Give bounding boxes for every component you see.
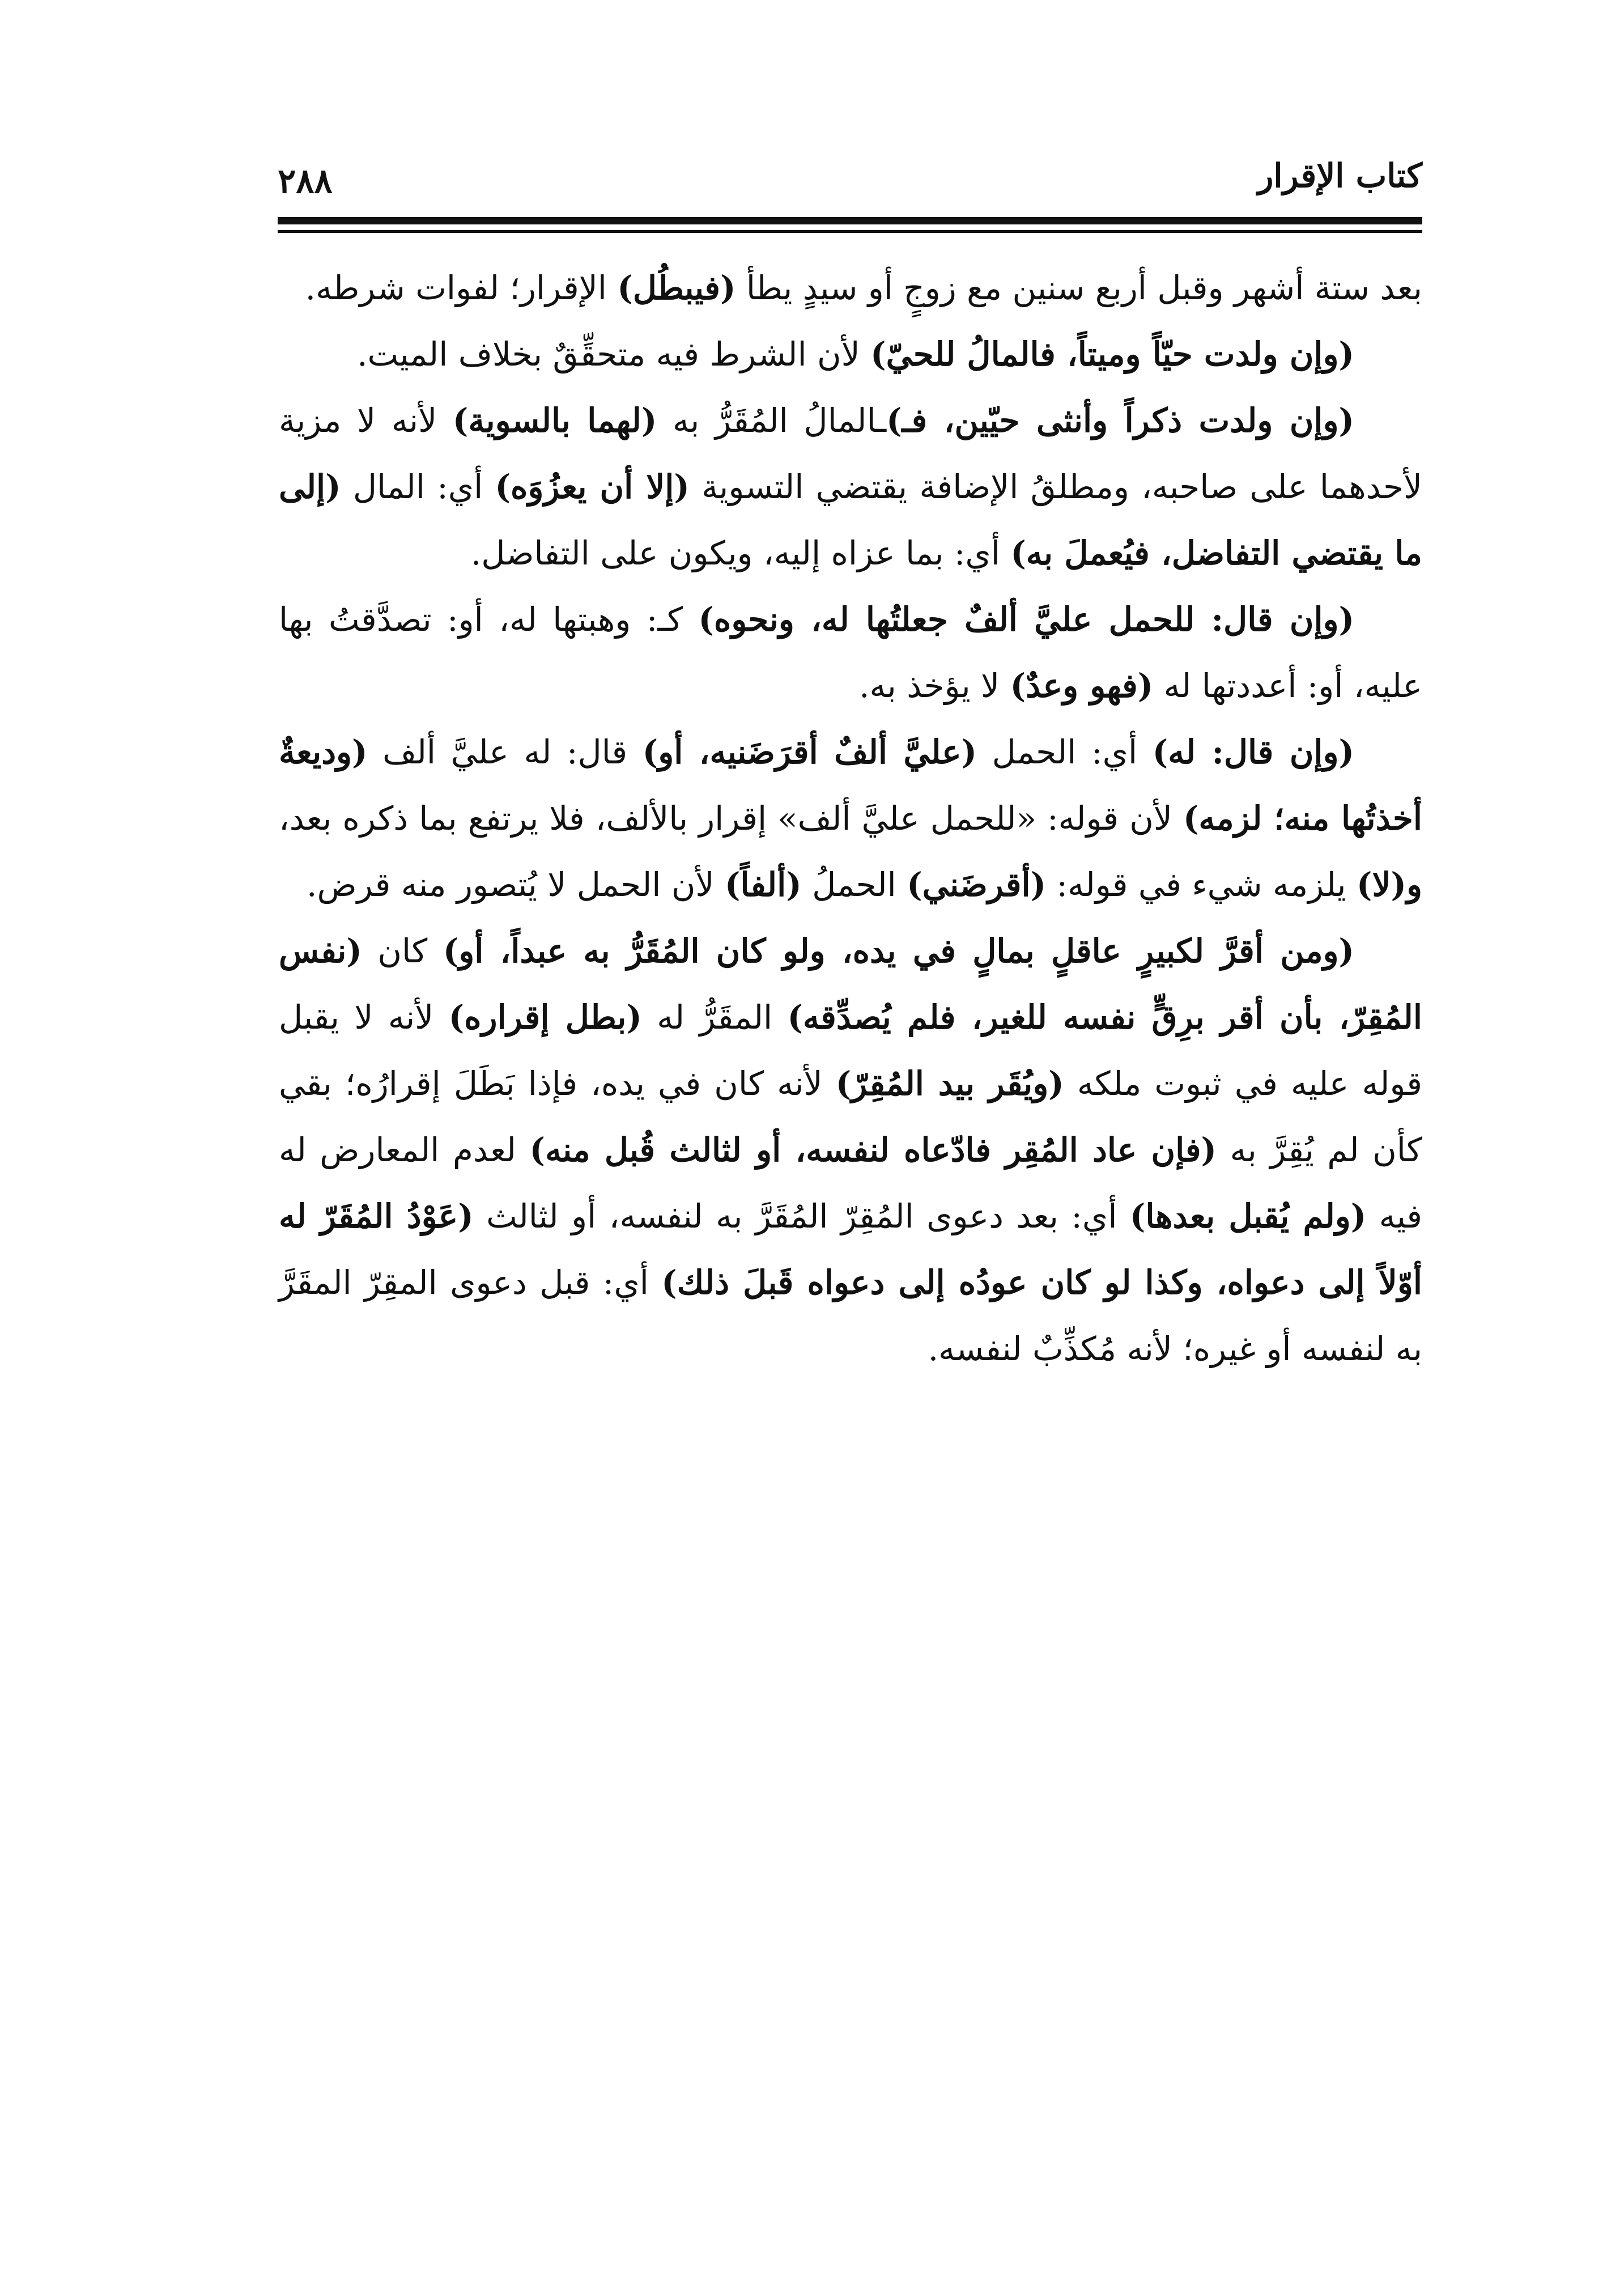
matn-text: (ولم يُقبل بعدها) — [1129, 1197, 1367, 1235]
paragraph — [279, 321, 1422, 388]
paragraph — [279, 255, 1422, 321]
matn-text: (إلى ما يقتضي التفاضل، فيُعملَ به) — [279, 468, 1422, 572]
book-title: كتاب الإقرار — [1257, 156, 1422, 195]
commentary-text: أي: المال — [341, 468, 495, 506]
matn-text: (فهو وعدٌ) — [1010, 666, 1154, 705]
matn-text: (وإن قال: له) — [1152, 733, 1354, 771]
commentary-text: لأن الحمل لا يُتصور منه قرض. — [307, 865, 725, 904]
matn-text: (فإن عاد المُقِر فادّعاه لنفسه، أو لثالث قُبل منه) — [529, 1131, 1217, 1169]
paragraph — [279, 388, 1422, 587]
matn-text: (عَوْدُ المُقَرّ له أوّلاً إلى دعواه، وكذا لو كان عودُه إلى دعواه قَبلَ ذلك) — [279, 1197, 1422, 1302]
commentary-text: يلزمه شيء في قوله: — [1046, 865, 1357, 904]
commentary-text: أي: بما عزاه إليه، ويكون على التفاضل. — [470, 534, 1011, 572]
matn-text: و(لا) — [1357, 865, 1422, 904]
header-rule-thin — [278, 230, 1422, 233]
commentary-text: ـالمالُ المُقَرُّ به — [657, 401, 887, 440]
header-rule-thick — [278, 217, 1422, 224]
page-number: ٢٨٨ — [278, 162, 333, 201]
matn-text: (نفس المُقِرّ، بأن أقر برِقٍّ نفسه للغير، فلم يُصدِّقه) — [279, 932, 1422, 1037]
commentary-text: لعدم المعارض له فيه — [279, 1131, 1422, 1235]
commentary-text: الحملُ — [801, 865, 907, 904]
matn-text: (وإن ولدت حيّاً وميتاً، فالمالُ للحيّ) — [870, 335, 1354, 373]
commentary-text: لأنه لا مزية لأحدهما على صاحبه، ومطلقُ الإضافة يقتضي التسوية — [279, 401, 1423, 506]
commentary-text: بعد ستة أشهر وقبل أربع سنين مع زوجٍ أو سيدٍ يطأ — [736, 269, 1422, 307]
commentary-text: لأن قوله: «للحمل عليَّ ألف» إقرار بالألف، فلا يرتفع بما ذكره بعد، — [279, 799, 1183, 838]
commentary-text: لأنه كان في يده، فإذا بَطَلَ إقرارُه؛ بقي كأن لم يُقِرَّ به — [279, 1064, 1422, 1169]
matn-text: (إلا أن يعزُوَه) — [495, 468, 690, 506]
matn-text: (ويُقَر بيد المُقِرّ) — [835, 1064, 1064, 1103]
commentary-text: كـ: وهبتها له، أو: تصدَّقتُ بها عليه، أو: أعددتها له — [279, 600, 1422, 705]
commentary-text: كان — [362, 932, 443, 970]
commentary-text: لا يؤخذ به. — [859, 666, 1010, 705]
matn-text: (وديعةٌ أخذتُها منه؛ لزمه) — [279, 733, 1423, 838]
matn-text: (أقرضَني) — [907, 865, 1047, 904]
commentary-text: أي: قبل دعوى المقِرّ المقَرَّ به لنفسه أو غيره؛ لأنه مُكذِّبٌ لنفسه. — [279, 1263, 1422, 1368]
matn-text: (ومن أقرَّ لكبيرٍ عاقلٍ بمالٍ في يده، ولو كان المُقَرُّ به عبداً، أو) — [443, 932, 1354, 970]
commentary-text: أي: بعد دعوى المُقِرّ المُقَرَّ به لنفسه، أو لثالث — [473, 1197, 1130, 1235]
commentary-text: لأن الشرط فيه متحقِّقٌ بخلاف الميت. — [357, 335, 871, 373]
commentary-text: قال: له عليَّ ألف — [367, 733, 643, 771]
matn-text: (ألفاً) — [724, 865, 802, 904]
commentary-text: لأنه لا يقبل قوله عليه في ثبوت ملكه — [279, 998, 1423, 1103]
matn-text: (وإن قال: للحمل عليَّ ألفٌ جعلتُها له، ونحوه) — [698, 600, 1355, 639]
matn-text: (فيبطُل) — [617, 269, 736, 307]
paragraph — [279, 918, 1422, 1382]
matn-text: (بطل إقراره) — [448, 998, 642, 1037]
commentary-text: أي: الحمل — [977, 733, 1153, 771]
matn-text: (لهما بالسوية) — [452, 401, 657, 440]
matn-text: (عليَّ ألفٌ أقرَضَنيه، أو) — [642, 733, 977, 771]
commentary-text: المقَرُّ له — [641, 998, 788, 1037]
commentary-text: الإقرار؛ لفوات شرطه. — [305, 269, 618, 307]
running-header — [278, 142, 1422, 210]
matn-text: (وإن ولدت ذكراً وأنثى حيّين، فـ) — [886, 401, 1354, 440]
paragraph — [279, 719, 1422, 918]
body-text — [279, 255, 1422, 1382]
paragraph — [279, 587, 1422, 719]
